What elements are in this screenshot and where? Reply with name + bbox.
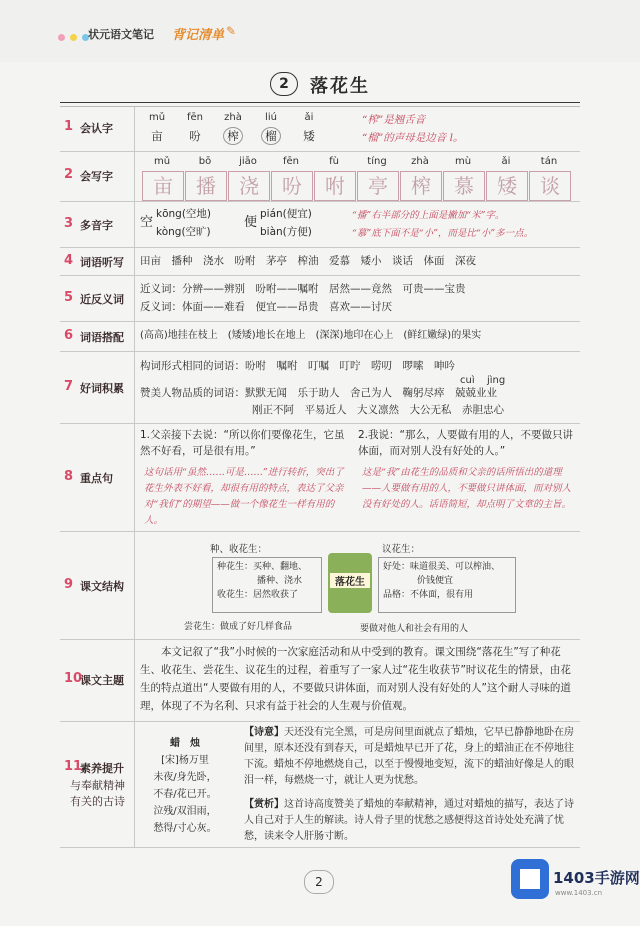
poem-appreciation bbox=[244, 797, 578, 845]
row-title: 近反义词 bbox=[80, 293, 124, 306]
row-label bbox=[60, 151, 135, 201]
lesson-title: 落花生 bbox=[310, 76, 370, 97]
row-number: 1 bbox=[64, 119, 74, 134]
row-number: 4 bbox=[64, 253, 74, 268]
pinyin: zhà bbox=[224, 112, 242, 123]
row-number: 11 bbox=[64, 759, 83, 774]
theme-text: 本文记叙了“我”小时候的一次家庭活动和从中受到的教育。课文围绕“落花生”写了种花生、收花生、尝花生、议花生的过程，着重写了一家人过“花生收获节”时议花生的情景，由花生的特点道出“人要做有用的人，不要做只讲体面，而对别人没有好处的人”这个耐人寻味的道理，体现了不为名利、只求有益于社会的人生观与价值观。 bbox=[140, 646, 571, 712]
handwritten-note: 这是“我”由花生的品质和父亲的话所悟出的道理——人要做有用的人，不要做只讲体面，而对别人没有好处的人。话语简短，却点明了文章的主旨。 bbox=[362, 467, 572, 510]
structure-center-title: 落花生 bbox=[330, 573, 370, 588]
row-label bbox=[60, 423, 135, 531]
row-theme bbox=[60, 639, 580, 722]
page-number: 2 bbox=[304, 870, 334, 894]
structure-heading: 议花生： bbox=[382, 544, 421, 555]
collocation-text: (高高)地挂在枝上 (矮矮)地长在地上 (深深)地印在心上 (鲜红嫩绿)的果实 bbox=[140, 330, 482, 341]
watermark-text: 1403手游网 bbox=[553, 869, 640, 887]
write-char-cell bbox=[142, 153, 182, 201]
synonym-line: 近义词：分辨——辨别 吩咐——嘱咐 居然——竟然 可贵——宝贵 bbox=[140, 283, 466, 295]
hanzi-circled: 榨 bbox=[223, 127, 243, 145]
lesson-number: 2 bbox=[270, 72, 298, 96]
char-item bbox=[256, 109, 286, 145]
char-item bbox=[142, 109, 172, 145]
antonym-line: 反义词：体面——难看 便宜——昂贵 喜欢——讨厌 bbox=[140, 301, 392, 313]
tracing-char: 亩 bbox=[142, 171, 184, 201]
watermark-logo bbox=[511, 857, 640, 907]
hanzi: 亩 bbox=[151, 129, 163, 143]
tracing-char: 播 bbox=[185, 171, 227, 201]
hanzi: 吩 bbox=[189, 129, 201, 143]
structure-line: 尝花生：做成了好几样食品 bbox=[184, 622, 293, 632]
poly-reading: kōng(空地) bbox=[156, 208, 212, 220]
row-good-words bbox=[60, 351, 580, 424]
row-title: 会认字 bbox=[80, 122, 113, 135]
write-char-cell bbox=[357, 153, 397, 201]
poly-reading: pián(便宜) bbox=[260, 208, 312, 220]
poem-author: [宋]杨万里 bbox=[161, 755, 209, 766]
structure-line: 品格：不体面，很有用 bbox=[383, 590, 474, 600]
row-title: 会写字 bbox=[80, 170, 113, 183]
char-item bbox=[218, 109, 248, 145]
row-collocation bbox=[60, 321, 580, 352]
row-write-chars bbox=[60, 151, 580, 202]
row-poem bbox=[60, 721, 580, 848]
row-number: 3 bbox=[64, 216, 74, 231]
word-line: 构词形式相同的词语：吩咐 嘱咐 叮嘱 叮咛 唠叨 啰嗦 呻吟 bbox=[140, 360, 455, 372]
page-header bbox=[0, 0, 640, 62]
pinyin: mù bbox=[454, 156, 472, 167]
key-sentence: 2.我说：“那么，人要做有用的人，不要做只讲体面，而对别人没有好处的人。” bbox=[358, 429, 573, 457]
row-label bbox=[60, 639, 135, 721]
row-number: 9 bbox=[64, 577, 74, 592]
pinyin: fù bbox=[329, 156, 339, 167]
write-char-cell bbox=[400, 153, 440, 201]
hanzi-circled: 榴 bbox=[261, 127, 281, 145]
structure-line: 播种、浇水 bbox=[257, 576, 303, 586]
poem-text bbox=[140, 735, 230, 837]
row-label bbox=[60, 247, 135, 275]
char-grid bbox=[142, 153, 562, 199]
poem-meaning bbox=[244, 725, 578, 789]
row-title: 课文主题 bbox=[80, 674, 124, 687]
pinyin: zhà bbox=[411, 156, 429, 167]
appreciation-body: 这首诗高度赞美了蜡烛的奉献精神，通过对蜡烛的描写，表达了诗人自己对于人生的解读。诗人骨子里的忧愁之感便得这首诗处处充满了忧愁，读来令人肝肠寸断。 bbox=[244, 799, 574, 842]
handwritten-note: 这句话用“虽然……可是……”进行转折，突出了花生外表不好看，却很有用的特点，表达了父亲对“我们”的期望——做一个像花生一样有用的人。 bbox=[144, 467, 344, 526]
pinyin: tán bbox=[540, 156, 558, 167]
tracing-char: 咐 bbox=[314, 171, 356, 201]
appreciation-heading: 【赏析】 bbox=[244, 799, 284, 810]
word-line: 刚正不阿 平易近人 大义凛然 大公无私 赤胆忠心 bbox=[252, 404, 504, 416]
row-key-sentences bbox=[60, 423, 580, 532]
row-number: 8 bbox=[64, 469, 74, 484]
brand-title: 状元语文笔记 bbox=[88, 28, 154, 41]
handwritten-note: “播”右半部分的上面是撇加“米”字。 bbox=[352, 210, 505, 221]
row-number: 2 bbox=[64, 167, 74, 182]
pinyin: fēn bbox=[186, 112, 203, 123]
structure-line: 好处：味道很美、可以榨油、 bbox=[383, 562, 501, 572]
poly-char: 便 bbox=[244, 215, 258, 230]
pinyin: mǔ bbox=[148, 112, 166, 123]
row-number: 6 bbox=[64, 328, 74, 343]
poem-line: 泣残/双泪雨， bbox=[153, 806, 217, 817]
poly-reading: biàn(方便) bbox=[260, 226, 312, 238]
write-char-cell bbox=[443, 153, 483, 201]
poem-title: 蜡 烛 bbox=[170, 738, 200, 749]
pinyin: fēn bbox=[282, 156, 299, 167]
row-label bbox=[60, 721, 135, 847]
pinyin: ǎi bbox=[304, 112, 314, 123]
row-number: 10 bbox=[64, 671, 83, 686]
write-chars bbox=[142, 153, 562, 199]
poem-line: 愁得/寸心灰。 bbox=[153, 823, 217, 834]
poem-line: 未夜/身先卧， bbox=[153, 772, 217, 783]
meaning-body: 天还没有完全黑，可是房间里面就点了蜡烛，它早已静静地卧在房间里，原本还没有到春天，可是蜡烛早已开了花，身上的蜡油正在不停地往下流。蜡烛不停地燃烧自己，以至于慢慢地变短，流下的蜡油好像是人的眼泪一样，每燃烧一寸，就让人更为忧愁。 bbox=[244, 727, 574, 786]
write-char-cell bbox=[314, 153, 354, 201]
write-char-cell bbox=[529, 153, 569, 201]
brand-subtitle: 背记清单 bbox=[172, 28, 225, 43]
write-char-cell bbox=[228, 153, 268, 201]
row-dictation bbox=[60, 247, 580, 276]
pinyin: cuì bbox=[460, 375, 475, 386]
write-char-cell bbox=[185, 153, 225, 201]
poly-char: 空 bbox=[140, 215, 154, 230]
pinyin: liú bbox=[265, 112, 277, 123]
pencil-icon: ✎ bbox=[226, 24, 237, 38]
row-title: 好词积累 bbox=[80, 382, 124, 395]
structure-box bbox=[378, 557, 516, 613]
char-item bbox=[180, 109, 210, 145]
write-char-cell bbox=[486, 153, 526, 201]
tracing-char: 慕 bbox=[443, 171, 485, 201]
dictation-words: 田亩 播种 浇水 吩咐 茅亭 榨油 爱慕 矮小 谈话 体面 深夜 bbox=[140, 255, 476, 267]
structure-line: 种花生：买种、翻地、 bbox=[217, 562, 308, 572]
structure-line: 收花生：居然收获了 bbox=[217, 590, 299, 600]
dot-yellow bbox=[70, 34, 77, 41]
dot-pink bbox=[58, 34, 65, 41]
notes-table bbox=[60, 106, 580, 842]
row-label bbox=[60, 201, 135, 247]
structure-conclusion: 要做对他人和社会有用的人 bbox=[360, 624, 469, 634]
pinyin: jìng bbox=[487, 375, 506, 386]
row-label bbox=[60, 351, 135, 423]
row-title: 词语搭配 bbox=[80, 331, 124, 344]
row-title: 词语听写 bbox=[80, 256, 124, 269]
row-label bbox=[60, 107, 135, 151]
write-char-cell bbox=[271, 153, 311, 201]
tracing-char: 浇 bbox=[228, 171, 270, 201]
tracing-char: 矮 bbox=[486, 171, 528, 201]
structure-line: 价钱便宜 bbox=[417, 576, 454, 586]
structure-box bbox=[212, 557, 322, 613]
handwritten-note: “榨”是翘舌音 bbox=[362, 114, 426, 126]
tracing-char: 谈 bbox=[529, 171, 571, 201]
pinyin: mǔ bbox=[153, 156, 171, 167]
row-title: 多音字 bbox=[80, 219, 113, 232]
cube-icon bbox=[511, 859, 549, 899]
handwritten-note: “慕”底下面不是“小”，而是比“小”多一点。 bbox=[352, 228, 534, 239]
hanzi: 矮 bbox=[303, 129, 315, 143]
pinyin: jiāo bbox=[239, 156, 257, 167]
row-polyphones bbox=[60, 201, 580, 248]
tracing-char: 榨 bbox=[400, 171, 442, 201]
row-title: 课文结构 bbox=[80, 580, 124, 593]
row-subtitle: 有关的古诗 bbox=[70, 795, 125, 808]
poly-reading: kòng(空旷) bbox=[156, 226, 211, 238]
row-recognize-chars bbox=[60, 107, 580, 152]
key-sentence: 1.父亲接下去说：“所以你们要像花生，它虽然不好看，可是很有用。” bbox=[140, 429, 345, 457]
row-subtitle: 与奉献精神 bbox=[70, 779, 125, 792]
meaning-heading: 【诗意】 bbox=[244, 727, 284, 738]
watermark-url: www.1403.cn bbox=[555, 889, 603, 897]
pinyin: tíng bbox=[367, 156, 387, 167]
peanut-illustration bbox=[328, 553, 372, 613]
row-structure bbox=[60, 531, 580, 640]
structure-taste bbox=[184, 619, 292, 632]
handwritten-note: “榴”的声母是边音 l。 bbox=[362, 132, 464, 144]
row-number: 7 bbox=[64, 379, 74, 394]
row-title: 素养提升 bbox=[80, 762, 124, 775]
poem-line: 不春/花已开。 bbox=[153, 789, 217, 800]
title-rule bbox=[60, 102, 580, 103]
row-label bbox=[60, 321, 135, 351]
row-title: 重点句 bbox=[80, 472, 113, 485]
word-line: 赞美人物品质的词语：默默无闻 乐于助人 舍己为人 鞠躬尽瘁 兢兢业业 bbox=[140, 387, 497, 399]
row-number: 5 bbox=[64, 290, 74, 305]
pinyin: ǎi bbox=[501, 156, 511, 167]
tracing-char: 吩 bbox=[271, 171, 313, 201]
tracing-char: 亭 bbox=[357, 171, 399, 201]
char-item bbox=[294, 109, 324, 145]
structure-heading: 种、收花生： bbox=[210, 544, 268, 555]
row-label bbox=[60, 275, 135, 321]
pinyin: bō bbox=[198, 156, 212, 167]
row-synonyms bbox=[60, 275, 580, 322]
row-label bbox=[60, 531, 135, 639]
